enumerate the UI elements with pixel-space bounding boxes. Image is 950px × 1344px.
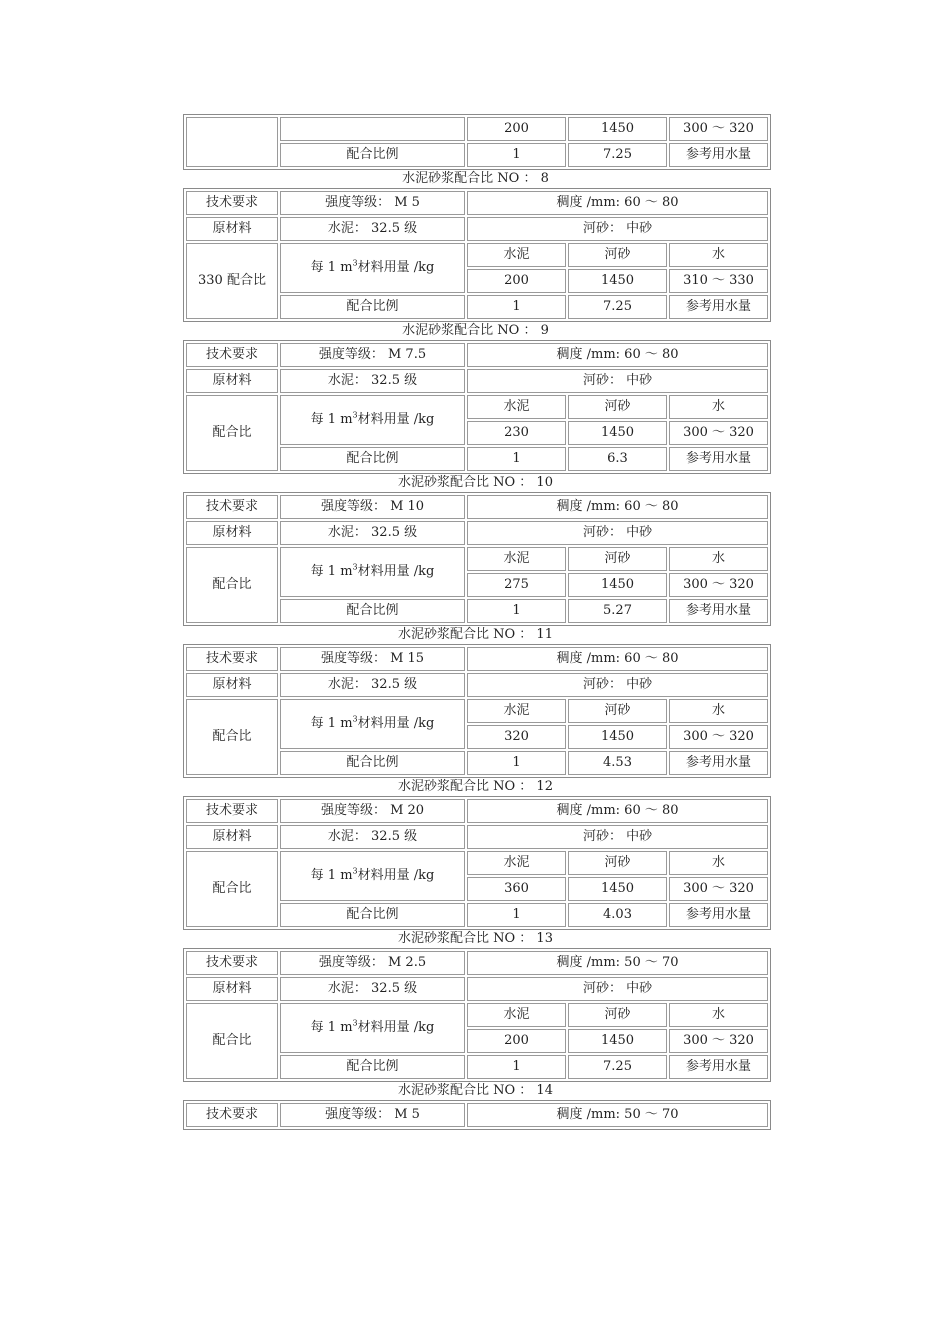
consistency: 稠度 /mm: 60 ～ 80 bbox=[467, 343, 768, 367]
mix-table bbox=[183, 340, 771, 474]
consistency: 稠度 /mm: 60 ～ 80 bbox=[467, 191, 768, 215]
sand-spec: 河砂： 中砂 bbox=[467, 977, 768, 1001]
ratio-cement: 1 bbox=[467, 751, 566, 775]
header-water: 水 bbox=[669, 243, 768, 267]
table-caption: 水泥砂浆配合比 NO ： 10 bbox=[398, 475, 553, 490]
consistency: 稠度 /mm: 60 ～ 80 bbox=[467, 495, 768, 519]
header-sand: 河砂 bbox=[568, 547, 667, 571]
amount-cement: 360 bbox=[467, 877, 566, 901]
ratio-water: 参考用水量 bbox=[669, 903, 768, 927]
mix-table-last bbox=[183, 1100, 771, 1130]
header-water: 水 bbox=[669, 547, 768, 571]
amount-water: 300 ～ 320 bbox=[669, 725, 768, 749]
amount-water: 300 ～ 320 bbox=[669, 117, 768, 141]
amount-sand: 1450 bbox=[568, 269, 667, 293]
amount-cement: 230 bbox=[467, 421, 566, 445]
ratio-sand: 5.27 bbox=[568, 599, 667, 623]
amount-sand: 1450 bbox=[568, 573, 667, 597]
mix-block bbox=[183, 626, 768, 778]
raw-material-label: 原材料 bbox=[186, 977, 278, 1001]
ratio-water: 参考用水量 bbox=[669, 599, 768, 623]
amount-water: 310 ～ 330 bbox=[669, 269, 768, 293]
consistency: 稠度 /mm: 60 ～ 80 bbox=[467, 647, 768, 671]
ratio-sand: 4.03 bbox=[568, 903, 667, 927]
ratio-sand: 7.25 bbox=[568, 295, 667, 319]
ratio-cement: 1 bbox=[467, 447, 566, 471]
ratio-cement: 1 bbox=[467, 295, 566, 319]
ratio-water: 参考用水量 bbox=[669, 295, 768, 319]
ratio-label: 配合比例 bbox=[280, 447, 465, 471]
table-caption-last: 水泥砂浆配合比 NO ： 14 bbox=[398, 1083, 553, 1098]
mix-ratio-label: 配合比 bbox=[186, 1003, 278, 1079]
amount-sand: 1450 bbox=[568, 421, 667, 445]
amount-water: 300 ～ 320 bbox=[669, 573, 768, 597]
table-caption: 水泥砂浆配合比 NO ： 11 bbox=[398, 627, 553, 642]
usage-per-cubic-meter: 每 1 $m^3$材料用量 /kg bbox=[280, 395, 465, 445]
ratio-sand: 7.25 bbox=[568, 143, 667, 167]
mix-ratio-label: 配合比 bbox=[186, 547, 278, 623]
ratio-cement: 1 bbox=[467, 903, 566, 927]
header-cement: 水泥 bbox=[467, 547, 566, 571]
usage-per-cubic-meter: 每 1 $m^3$材料用量 /kg bbox=[280, 547, 465, 597]
strength-grade: 强度等级： M 15 bbox=[280, 647, 465, 671]
ratio-cement: 1 bbox=[467, 143, 566, 167]
sand-spec: 河砂： 中砂 bbox=[467, 521, 768, 545]
ratio-label: 配合比例 bbox=[280, 751, 465, 775]
amount-sand: 1450 bbox=[568, 725, 667, 749]
usage-per-cubic-meter: 每 1 $m^3$材料用量 /kg bbox=[280, 851, 465, 901]
tech-requirement-label: 技术要求 bbox=[186, 191, 278, 215]
mix-block bbox=[183, 930, 768, 1082]
table-caption: 水泥砂浆配合比 NO ： 9 bbox=[402, 323, 549, 338]
mix-table bbox=[183, 492, 771, 626]
mix-ratio-label: 配合比 bbox=[186, 395, 278, 471]
tech-requirement-label: 技术要求 bbox=[186, 647, 278, 671]
header-water: 水 bbox=[669, 1003, 768, 1027]
ratio-water: 参考用水量 bbox=[669, 751, 768, 775]
strength-grade: 强度等级： M 5 bbox=[280, 191, 465, 215]
sand-spec: 河砂： 中砂 bbox=[467, 369, 768, 393]
mix-block bbox=[183, 170, 768, 322]
consistency: 稠度 /mm: 60 ～ 80 bbox=[467, 799, 768, 823]
header-sand: 河砂 bbox=[568, 395, 667, 419]
mix-table bbox=[183, 188, 771, 322]
consistency: 稠度 /mm: 50 ～ 70 bbox=[467, 951, 768, 975]
ratio-label: 配合比例 bbox=[280, 599, 465, 623]
cement-spec: 水泥： 32.5 级 bbox=[280, 521, 465, 545]
sand-spec: 河砂： 中砂 bbox=[467, 673, 768, 697]
mix-block bbox=[183, 474, 768, 626]
ratio-cement: 1 bbox=[467, 599, 566, 623]
cement-spec: 水泥： 32.5 级 bbox=[280, 369, 465, 393]
strength-grade: 强度等级： M 7.5 bbox=[280, 343, 465, 367]
ratio-water: 参考用水量 bbox=[669, 447, 768, 471]
raw-material-label: 原材料 bbox=[186, 217, 278, 241]
ratio-cement: 1 bbox=[467, 1055, 566, 1079]
strength-grade: 强度等级： M 10 bbox=[280, 495, 465, 519]
mix-block bbox=[183, 778, 768, 930]
table-caption: 水泥砂浆配合比 NO ： 12 bbox=[398, 779, 553, 794]
document-body bbox=[183, 114, 768, 1130]
raw-material-label: 原材料 bbox=[186, 673, 278, 697]
sand-spec: 河砂： 中砂 bbox=[467, 825, 768, 849]
strength-grade: 强度等级： M 2.5 bbox=[280, 951, 465, 975]
ratio-sand: 7.25 bbox=[568, 1055, 667, 1079]
amount-cement: 200 bbox=[467, 1029, 566, 1053]
empty-label-cell bbox=[186, 117, 278, 167]
amount-sand: 1450 bbox=[568, 1029, 667, 1053]
cement-spec: 水泥： 32.5 级 bbox=[280, 825, 465, 849]
usage-per-cubic-meter: 每 1 $m^3$材料用量 /kg bbox=[280, 1003, 465, 1053]
raw-material-label: 原材料 bbox=[186, 521, 278, 545]
amount-sand: 1450 bbox=[568, 117, 667, 141]
raw-material-label: 原材料 bbox=[186, 825, 278, 849]
ratio-sand: 4.53 bbox=[568, 751, 667, 775]
header-cement: 水泥 bbox=[467, 699, 566, 723]
mix-block bbox=[183, 322, 768, 474]
usage-per-cubic-meter: 每 1 $m^3$材料用量 /kg bbox=[280, 243, 465, 293]
ratio-sand: 6.3 bbox=[568, 447, 667, 471]
mix-ratio-label: 330 配合比 bbox=[186, 243, 278, 319]
tech-requirement-label: 技术要求 bbox=[186, 799, 278, 823]
amount-sand: 1450 bbox=[568, 877, 667, 901]
ratio-label: 配合比例 bbox=[280, 903, 465, 927]
header-cement: 水泥 bbox=[467, 395, 566, 419]
header-sand: 河砂 bbox=[568, 851, 667, 875]
amount-cement: 200 bbox=[467, 269, 566, 293]
amount-cement: 320 bbox=[467, 725, 566, 749]
table-caption: 水泥砂浆配合比 NO ： 8 bbox=[402, 171, 549, 186]
amount-cement: 200 bbox=[467, 117, 566, 141]
ratio-label: 配合比例 bbox=[280, 1055, 465, 1079]
tech-requirement-label: 技术要求 bbox=[186, 495, 278, 519]
cement-spec: 水泥： 32.5 级 bbox=[280, 217, 465, 241]
amount-water: 300 ～ 320 bbox=[669, 1029, 768, 1053]
header-cement: 水泥 bbox=[467, 243, 566, 267]
mix-table bbox=[183, 644, 771, 778]
mix-table-partial bbox=[183, 114, 771, 170]
amount-water: 300 ～ 320 bbox=[669, 421, 768, 445]
tech-requirement-label: 技术要求 bbox=[186, 951, 278, 975]
raw-material-label: 原材料 bbox=[186, 369, 278, 393]
strength-grade: 强度等级： M 5 bbox=[280, 1103, 465, 1127]
strength-grade: 强度等级： M 20 bbox=[280, 799, 465, 823]
amount-cement: 275 bbox=[467, 573, 566, 597]
sand-spec: 河砂： 中砂 bbox=[467, 217, 768, 241]
mix-table bbox=[183, 948, 771, 1082]
tech-requirement-label: 技术要求 bbox=[186, 1103, 278, 1127]
mix-tables bbox=[183, 170, 768, 1082]
empty-usage-cell bbox=[280, 117, 465, 141]
ratio-label: 配合比例 bbox=[280, 143, 465, 167]
header-sand: 河砂 bbox=[568, 243, 667, 267]
ratio-label: 配合比例 bbox=[280, 295, 465, 319]
ratio-water: 参考用水量 bbox=[669, 1055, 768, 1079]
header-water: 水 bbox=[669, 395, 768, 419]
mix-ratio-label: 配合比 bbox=[186, 699, 278, 775]
usage-per-cubic-meter: 每 1 $m^3$材料用量 /kg bbox=[280, 699, 465, 749]
amount-water: 300 ～ 320 bbox=[669, 877, 768, 901]
tech-requirement-label: 技术要求 bbox=[186, 343, 278, 367]
table-caption: 水泥砂浆配合比 NO ： 13 bbox=[398, 931, 553, 946]
header-cement: 水泥 bbox=[467, 851, 566, 875]
header-water: 水 bbox=[669, 699, 768, 723]
header-sand: 河砂 bbox=[568, 699, 667, 723]
cement-spec: 水泥： 32.5 级 bbox=[280, 673, 465, 697]
header-water: 水 bbox=[669, 851, 768, 875]
header-sand: 河砂 bbox=[568, 1003, 667, 1027]
mix-table bbox=[183, 796, 771, 930]
cement-spec: 水泥： 32.5 级 bbox=[280, 977, 465, 1001]
ratio-water: 参考用水量 bbox=[669, 143, 768, 167]
mix-ratio-label: 配合比 bbox=[186, 851, 278, 927]
header-cement: 水泥 bbox=[467, 1003, 566, 1027]
consistency: 稠度 /mm: 50 ～ 70 bbox=[467, 1103, 768, 1127]
